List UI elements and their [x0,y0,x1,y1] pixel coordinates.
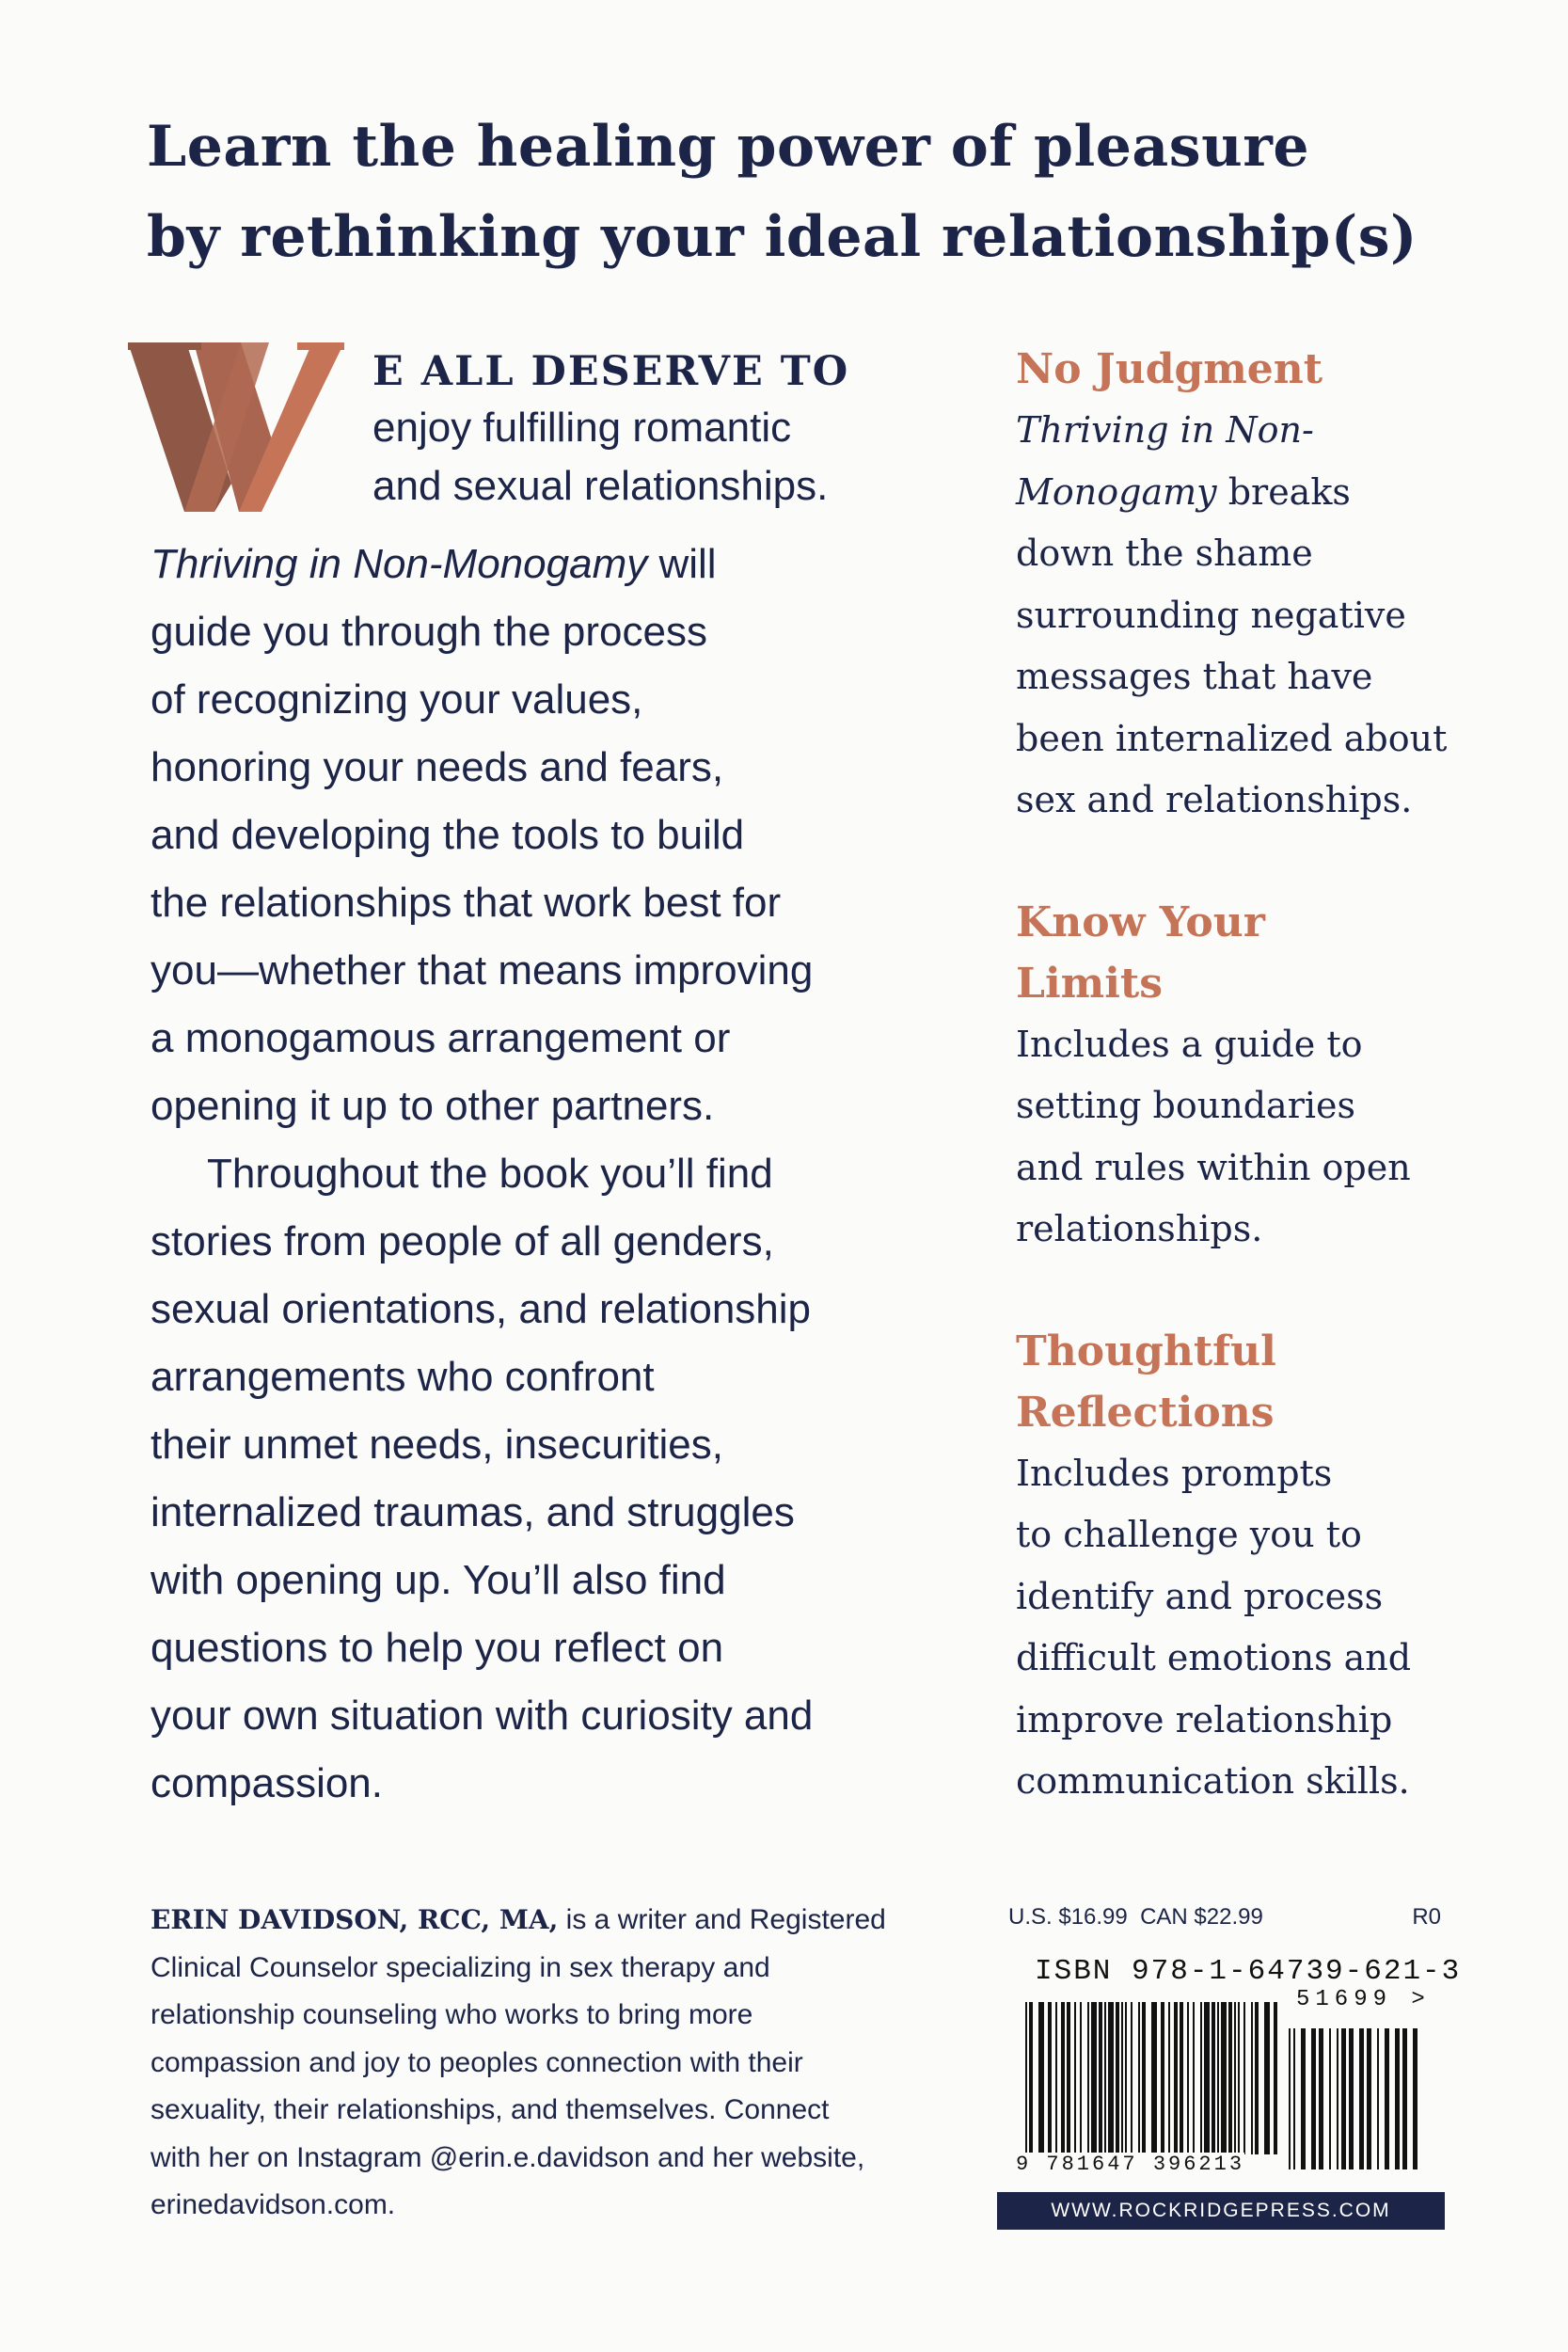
barcode-bar [1029,2002,1033,2154]
feature-no-judgment [1016,339,1524,832]
paragraph-1-line: guide you through the process [150,609,707,655]
paragraph-2-line: internalized traumas, and struggles [150,1489,795,1535]
barcode-bar [1200,2002,1202,2154]
feature-title: Limits [1016,959,1164,1008]
feature-body: Thriving in Non- Monogamy breaks down the shame surrounding negative messages that have been internalized about sex and relationships. [1016,409,1448,820]
paragraph-1-line: a monogamous arrangement or [150,1015,731,1061]
barcode-bar [1180,2002,1183,2154]
paragraph-1-line: and developing the tools to build [150,812,745,858]
paragraph-2-line: compassion. [150,1760,384,1806]
barcode-bar [1067,2002,1070,2154]
book-title: Thriving in Non-Monogamy [150,541,648,587]
barcode-bar [1151,2002,1157,2154]
barcode-bar [1091,2002,1097,2154]
barcode-bar [1087,2002,1089,2154]
feature-title: Know Your [1016,898,1265,946]
barcode-bar [1080,2002,1082,2154]
lead-in-caps: E ALL DESERVE TO [372,348,850,395]
barcode-bar [1243,2002,1245,2154]
isbn-number: ISBN 978-1-64739-621-3 [1035,1955,1462,1988]
paragraph-2-line: Throughout the book you’ll find [207,1151,773,1197]
barcode-bar [1193,2002,1195,2154]
barcode-bar [1048,2002,1052,2154]
headline-line-2: by rethinking your ideal relationship(s) [147,204,1418,270]
barcode-bar [1274,2002,1277,2154]
paragraph-1-line: of recognizing your values, [150,676,643,723]
paragraph-2-line: with opening up. You’ll also find [150,1557,726,1603]
feature-body: Includes a guide to setting boundaries and rules within open relationships. [1016,1023,1411,1249]
barcode-bar [1168,2002,1170,2154]
barcode-addon-bar [1413,2028,1418,2169]
bio-line: with her on Instagram @erin.e.davidson and her website, [150,2141,865,2173]
barcode-addon-bar [1385,2028,1389,2169]
barcode-bar [1251,2002,1253,2154]
paragraph-1-line: honoring your needs and fears, [150,744,724,790]
barcode-addon-bar [1402,2028,1407,2169]
bio-line: relationship counseling who works to bring more [150,1999,753,2030]
barcode-bar [1099,2002,1102,2154]
feature-know-your-limits [1016,892,1524,1261]
barcode-addon-bar [1337,2028,1338,2169]
website-bar: WWW.ROCKRIDGEPRESS.COM [997,2192,1445,2230]
bio-line: Clinical Counselor specializing in sex therapy and [150,1951,770,1983]
barcode-bar [1125,2002,1127,2154]
barcode-addon-bar [1349,2028,1354,2169]
barcode-addon-bar [1359,2028,1364,2169]
author-name: ERIN DAVIDSON, RCC, MA, [150,1904,559,1935]
bio-line: compassion and joy to peoples connection with their [150,2046,803,2078]
paragraph-2-line: questions to help you reflect on [150,1625,724,1671]
paragraph-2-line: your own situation with curiosity and [150,1692,814,1739]
author-bio: ERIN DAVIDSON, RCC, MA, is a writer and Registered Clinical Counselor specializing in sex therapy and relationship counseling who works to bring more compassion and joy to peoples connection with their sexuality, their relationships, and themselves. Connect with her on Instagram @erin.e.davidson and her website, erinedavidson.com. [150,1897,884,2230]
barcode-bar [1131,2002,1132,2154]
barcode-bar [1061,2002,1065,2154]
barcode-bar [1025,2002,1027,2154]
barcode-bar [1142,2002,1146,2154]
barcode-bar [1108,2002,1114,2154]
features-column [1016,339,1524,1873]
barcode-addon-bar [1329,2028,1331,2169]
barcode-addon-bar [1301,2028,1306,2169]
paragraph-1-line: you—whether that means improving [150,947,814,993]
headline-line-1: Learn the healing power of pleasure [147,114,1309,180]
feature-thoughtful-reflections [1016,1321,1524,1813]
price-code: R0 [1412,1904,1441,1930]
barcode-bar [1228,2002,1232,2154]
barcode-bar [1104,2002,1106,2154]
barcode-bar [1212,2002,1215,2154]
paragraph-2-line: stories from people of all genders, [150,1218,774,1264]
barcode-bar [1074,2002,1076,2154]
barcode-bar [1116,2002,1119,2154]
bio-line: sexuality, their relationships, and themselves. Connect [150,2094,830,2125]
barcode-bar [1138,2002,1140,2154]
price-can: CAN $22.99 [1140,1904,1263,1930]
barcode-addon-bar [1293,2028,1295,2169]
lead-in-line-2: enjoy fulfilling romantic [372,405,792,451]
paragraph-1-line: Thriving in Non-Monogamy will [150,541,717,587]
barcode-main-number: 9 781647 396213 [1016,2153,1245,2176]
barcode-addon-bar [1341,2028,1346,2169]
feature-title: Reflections [1016,1388,1275,1437]
barcode-addon-bar [1311,2028,1316,2169]
barcode-addon-bar [1319,2028,1323,2169]
barcode-addon-bar [1395,2028,1400,2169]
barcode-addon-bar [1377,2028,1379,2169]
barcode-bar [1238,2002,1240,2154]
paragraph-2-line: arrangements who confront [150,1354,655,1400]
feature-title: No Judgment [1016,345,1323,393]
paragraph-1-line: the relationships that work best for [150,880,782,926]
barcode-bar [1055,2002,1057,2154]
barcode-bar [1234,2002,1236,2154]
barcode-bar [1187,2002,1189,2154]
paragraph-1-line: opening it up to other partners. [150,1083,715,1129]
barcode-bar [1221,2002,1227,2154]
lead-in-line-3: and sexual relationships. [372,463,829,509]
headline [147,102,1464,282]
barcode-bar [1161,2002,1164,2154]
barcode-bar [1038,2002,1044,2154]
barcode-bar [1264,2002,1270,2154]
description-body [150,531,813,1818]
price-us: U.S. $16.99 [1008,1904,1128,1930]
dropcap-w-icon [128,342,344,512]
barcode-bar [1121,2002,1123,2154]
barcode-bar [1255,2002,1259,2154]
barcode-addon-bar [1289,2028,1291,2169]
barcode-bar [1217,2002,1219,2154]
feature-title: Thoughtful [1016,1327,1276,1375]
feature-body: Includes prompts to challenge you to identify and process difficult emotions and improve relationship communication skills. [1016,1452,1412,1802]
barcode-bar [1204,2002,1210,2154]
paragraph-2-line: their unmet needs, insecurities, [150,1422,723,1468]
paragraph-2-line: sexual orientations, and relationship [150,1286,812,1332]
barcode-bar [1174,2002,1178,2154]
barcode-addon-bar [1367,2028,1371,2169]
barcode-addon-number: 51699 > [1296,1987,1431,2012]
bio-line: erinedavidson.com. [150,2189,396,2220]
